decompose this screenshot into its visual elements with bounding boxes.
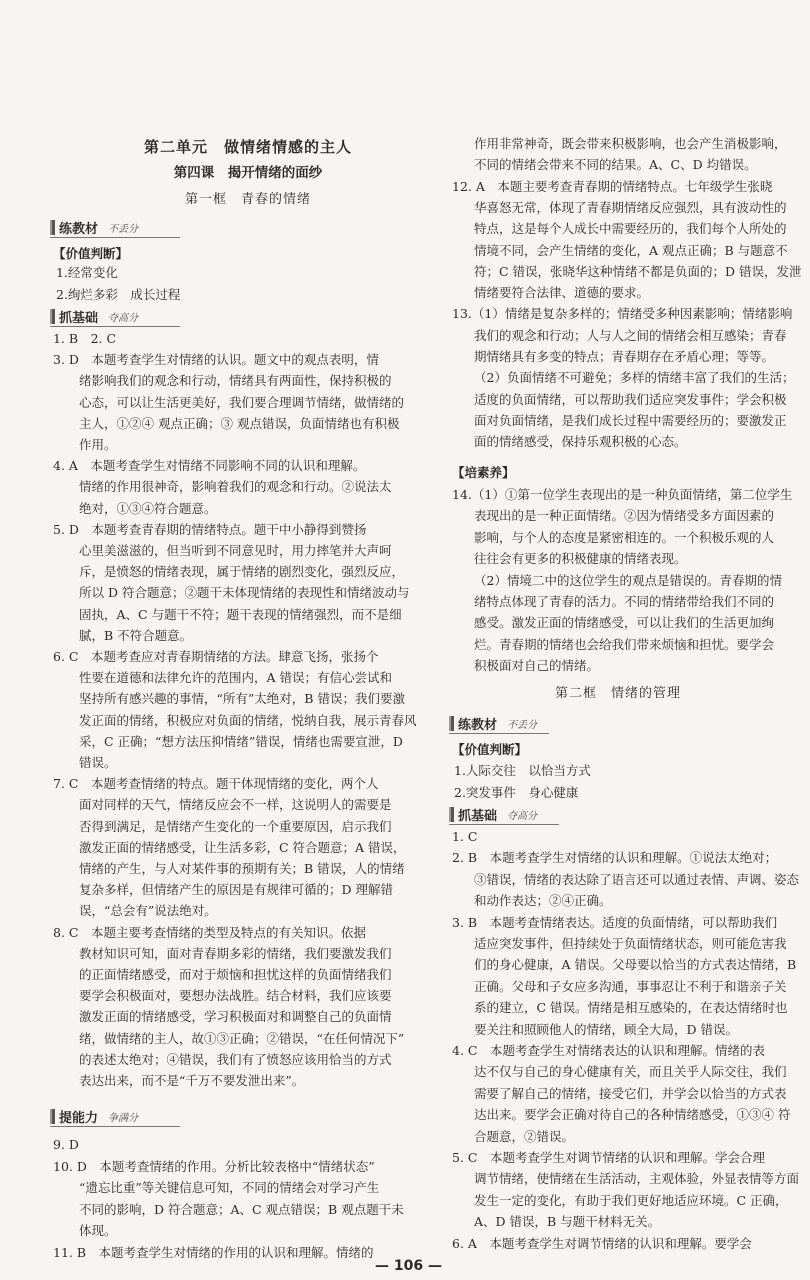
answer-line: 7. C 本题考查情绪的特点。题干体现情绪的变化，两个人	[53, 776, 379, 792]
answer-line: 情绪要符合法律、道德的要求。	[474, 285, 650, 301]
answer-line: 往往会有更多的积极健康的情绪表现。	[474, 551, 687, 567]
answer-line: 烂。青春期的情绪也会给我们带来烦恼和担忧。要学会	[474, 636, 775, 652]
answer-line: 绪影响我们的观念和行动，情绪具有两面性，保持积极的	[79, 373, 392, 389]
answer-line: 绪特点体现了青春的活力。不同的情绪带给我们不同的	[474, 594, 775, 609]
answer-line: 适度的负面情绪，可以帮助我们适应突发事件；学会积极	[474, 391, 787, 407]
section-practice-textbook	[50, 219, 138, 236]
value-judgment-item: 1.人际交往 以恰当方式	[454, 763, 591, 778]
section-practice-textbook-2	[449, 715, 537, 732]
answer-line: 采，C 正确；“想方法压抑情绪”错误，情绪也需要宣泄，D	[79, 733, 403, 749]
section-label: 抓基础	[458, 809, 498, 824]
page-number: — 106 —	[375, 1258, 442, 1274]
value-judgment-box: 【价值判断】	[53, 246, 129, 261]
answer-line: 作用非常神奇，既会带来积极影响，也会产生消极影响，	[474, 136, 787, 151]
answer-line: A、D 错误，B 与题干材料无关。	[474, 1214, 661, 1230]
answer-line: 要学会积极面对，要想办法战胜。结合材料，我们应该要	[79, 988, 392, 1004]
answer-line: 面对同样的天气，情绪反应会不一样，这说明人的需要是	[79, 797, 392, 813]
answer-line: 感受。激发正面的情绪感受，可以让我们的生活更加绚	[474, 615, 775, 631]
answer-line: 绪，做情绪的主人，故①③正确；②错误，“在任何情况下”	[79, 1030, 405, 1046]
answer-line: 3. D 本题考查学生对情绪的认识。题文中的观点表明，情	[53, 352, 379, 368]
answer-line: 性要在道德和法律允许的范围内，A 错误；有信心尝试和	[79, 670, 393, 686]
answer-line: “遗忘比重”等关键信息可知，不同的情绪会对学习产生	[79, 1180, 380, 1196]
answer-line: 情绪的产生，与人对某件事的预期有关；B 错误，人的情绪	[79, 861, 405, 876]
answer-line: 2. B 本题考查学生对情绪的认识和理解。①说法太绝对；	[452, 850, 778, 866]
answer-line: ③错误，情绪的表达除了语言还可以通过表情、声调、姿态	[474, 871, 800, 887]
answer-line: 达出来。要学会正确对待自己的各种情绪感受，①③④ 符	[474, 1107, 791, 1123]
answer-line: 情绪的作用很神奇，影响着我们的观念和行动。②说法太	[79, 479, 392, 495]
section-subtitle: 争满分	[108, 1113, 139, 1124]
section-divider	[50, 1126, 180, 1127]
section-basics	[50, 308, 138, 325]
answer-line: 9. D	[53, 1137, 79, 1152]
answer-line: 合题意，②错误。	[474, 1128, 575, 1144]
answer-line: 正确。父母和子女应多沟通，事事忍让不利于和谐亲子关	[474, 978, 787, 994]
answer-line: 教材知识可知，面对青春期多彩的情绪，我们要激发我们	[79, 945, 392, 961]
answer-line: 我们的观念和行动；人与人之间的情绪会相互感染；青春	[474, 327, 787, 343]
section-subtitle: 不丢分	[507, 720, 538, 731]
answer-line: 心态，可以让生活更美好，我们要合理调节情绪，做情绪的	[79, 394, 405, 410]
cultivation-box: 【培素养】	[452, 465, 515, 480]
answer-line: 表达出来，而不是“千万不要发泄出来”。	[79, 1073, 305, 1088]
answer-line: 误，“总会有”说法绝对。	[79, 903, 217, 919]
section-marker-icon	[50, 309, 55, 324]
answer-line: 3. B 本题考查情绪表达。适度的负面情绪，可以帮助我们	[452, 914, 778, 930]
answer-line: 绝对，①③④符合题意。	[79, 500, 217, 516]
answer-line: （2）情境二中的这位学生的观点是错误的。青春期的情	[474, 572, 782, 588]
value-judgment-item: 2.突发事件 身心健康	[454, 785, 579, 800]
answer-line: 符；C 错误，张晓华这种情绪不都是负面的；D 错误，发泄	[474, 263, 802, 279]
answer-line: 不同的情绪会带来不同的结果。A、C、D 均错误。	[474, 157, 757, 173]
section-label: 练教材	[59, 222, 99, 237]
value-judgment-box-2: 【价值判断】	[452, 742, 528, 757]
answer-line: 10. D 本题考查情绪的作用。分析比较表格中“情绪状态”	[53, 1158, 375, 1174]
answer-line: 期情绪具有多变的特点；青春期存在矛盾心理；等等。	[474, 349, 775, 364]
section-subtitle: 夺高分	[507, 811, 538, 822]
section-basics-2	[449, 806, 537, 823]
answer-line: 发正面的情绪，积极应对负面的情绪，悦纳自我，展示青春风	[79, 712, 417, 728]
section-subtitle: 不丢分	[108, 224, 139, 235]
answer-line: 面的情绪感受，保持乐观积极的心态。	[474, 434, 687, 450]
answer-line: 和动作表达；②④正确。	[474, 893, 612, 909]
answer-line: 要关注和照顾他人的情绪，顾全大局，D 错误。	[474, 1021, 738, 1037]
answer-line: 不同的影响，D 符合题意；A、C 观点错误；B 观点题干未	[79, 1201, 404, 1217]
answer-line: 11. B 本题考查学生对情绪的作用的认识和理解。情绪的	[53, 1245, 374, 1260]
section-divider	[449, 824, 559, 825]
answer-line: 13.（1）情绪是复杂多样的；情绪受多种因素影响；情绪影响	[452, 306, 793, 322]
answer-line: 达不仅与自己的身心健康有关，而且关乎人际交往，我们	[474, 1064, 787, 1080]
unit-title: 第二单元 做情绪情感的主人	[143, 138, 352, 156]
answer-line: 14.（1）①第一位学生表现出的是一种负面情绪，第二位学生	[452, 487, 793, 502]
answer-line: 12. A 本题主要考查青春期的情绪特点。七年级学生张晓	[452, 178, 773, 194]
section-ability	[50, 1108, 138, 1125]
answer-line: 体现。	[79, 1223, 117, 1239]
answer-line: 积极面对自己的情绪。	[474, 658, 600, 674]
answer-line: 激发正面的情绪感受，让生活多彩，C 符合题意；A 错误，	[79, 839, 406, 855]
answer-line: 坚持所有感兴趣的事情，“所有”太绝对，B 错误；我们要激	[79, 691, 405, 707]
answer-line: 5. C 本题考查学生对调节情绪的认识和理解。学会合理	[452, 1150, 765, 1165]
answer-line: 激发正面的情绪感受，学习积极面对和调整自己的负面情	[79, 1009, 392, 1025]
section-marker-icon	[449, 716, 454, 731]
answer-line: 特点，这是每个人成长中需要经历的，我们每个人所处的	[474, 221, 787, 237]
answer-line: 6. C 本题考查应对青春期情绪的方法。肆意飞扬，张扬个	[53, 649, 379, 664]
answer-line: 作用。	[79, 437, 117, 452]
section-subtitle: 夺高分	[108, 313, 139, 324]
answer-line: 系的建立，C 错误。情绪是相互感染的，在表达情绪时也	[474, 1000, 788, 1016]
answer-line: 复杂多样，但情绪产生的原因是有规律可循的；D 理解错	[79, 882, 393, 898]
answer-line: 表现出的是一种正面情绪。②因为情绪受多方面因素的	[474, 508, 775, 524]
answer-line: 1. B 2. C	[53, 331, 117, 346]
value-judgment-item: 2.绚烂多彩 成长过程	[56, 287, 181, 302]
section-marker-icon	[449, 807, 454, 822]
answer-line: 影响，与个人的态度是紧密相连的。一个积极乐观的人	[474, 529, 775, 545]
frame-title: 第一框 青春的情绪	[184, 192, 311, 207]
answer-line: 的正面情绪感受，而对于烦恼和担忧这样的负面情绪我们	[79, 967, 392, 982]
value-judgment-item: 1.经常变化	[56, 265, 118, 280]
answer-line: 4. A 本题考查学生对情绪不同影响不同的认识和理解。	[53, 458, 366, 474]
answer-line: 心里美滋滋的，但当听到不同意见时，用力摔笔并大声呵	[79, 543, 392, 558]
section-divider	[50, 237, 180, 238]
answer-line: 固执，A、C 与题干不符；题干表现的情绪强烈，而不是细	[79, 606, 402, 622]
section-divider	[50, 326, 180, 327]
answer-line: 适应突发事件，但持续处于负面情绪状态，则可能危害我	[474, 936, 787, 951]
answer-line: 所以 D 符合题意；②题干未体现情绪的表现性和情绪波动与	[79, 585, 410, 601]
answer-line: 腻，B 不符合题意。	[79, 627, 193, 643]
answer-line: 们的身心健康，A 错误。父母要以恰当的方式表达情绪，B	[474, 957, 797, 973]
section-marker-icon	[50, 1109, 55, 1124]
section-label: 提能力	[59, 1111, 99, 1126]
lesson-title: 第四课 揭开情绪的面纱	[173, 165, 323, 181]
answer-line: 发生一定的变化，有助于我们更好地适应环境。C 正确，	[474, 1192, 788, 1208]
answer-line: 的表述太绝对；④错误，我们有了愤怒应该用恰当的方式	[79, 1051, 392, 1067]
answer-line: 斥，是愤怒的情绪表现，属于情绪的剧烈变化，强烈反应，	[79, 564, 405, 580]
answer-line: （2）负面情绪不可避免；多样的情绪丰富了我们的生活；	[474, 370, 795, 386]
answer-line: 华喜怒无常，体现了青春期情绪反应强烈，具有波动性的	[474, 199, 787, 215]
answer-line: 需要了解自己的情绪，接受它们，并学会以恰当的方式表	[474, 1085, 787, 1101]
frame2-title: 第二框 情绪的管理	[554, 686, 681, 701]
section-label: 抓基础	[59, 311, 99, 326]
answer-line: 4. C 本题考查学生对情绪表达的认识和理解。情绪的表	[452, 1043, 765, 1058]
answer-line: 否得到满足，是情绪产生变化的一个重要原因，启示我们	[79, 818, 392, 834]
section-marker-icon	[50, 220, 55, 235]
answer-line: 5. D 本题考查青春期的情绪特点。题干中小静得到赞扬	[53, 521, 367, 537]
answer-line: 面对负面情绪，是我们成长过程中需要经历的；要激发正	[474, 412, 787, 428]
section-divider	[449, 733, 549, 734]
answer-line: 6. A 本题考查学生对调节情绪的认识和理解。要学会	[452, 1235, 752, 1251]
answer-line: 调节情绪，使情绪在生活活动，主观体验，外显表情等方面	[474, 1171, 800, 1187]
answer-line: 错误。	[79, 755, 117, 770]
answer-line: 1. C	[452, 829, 478, 844]
section-label: 练教材	[458, 718, 498, 733]
answer-line: 主人，①②④ 观点正确；③ 观点错误，负面情绪也有积极	[79, 415, 400, 431]
answer-line: 8. C 本题主要考查情绪的类型及特点的有关知识。依据	[53, 924, 366, 940]
answer-line: 情境不同，会产生情绪的变化，A 观点正确；B 与题意不	[474, 242, 788, 258]
